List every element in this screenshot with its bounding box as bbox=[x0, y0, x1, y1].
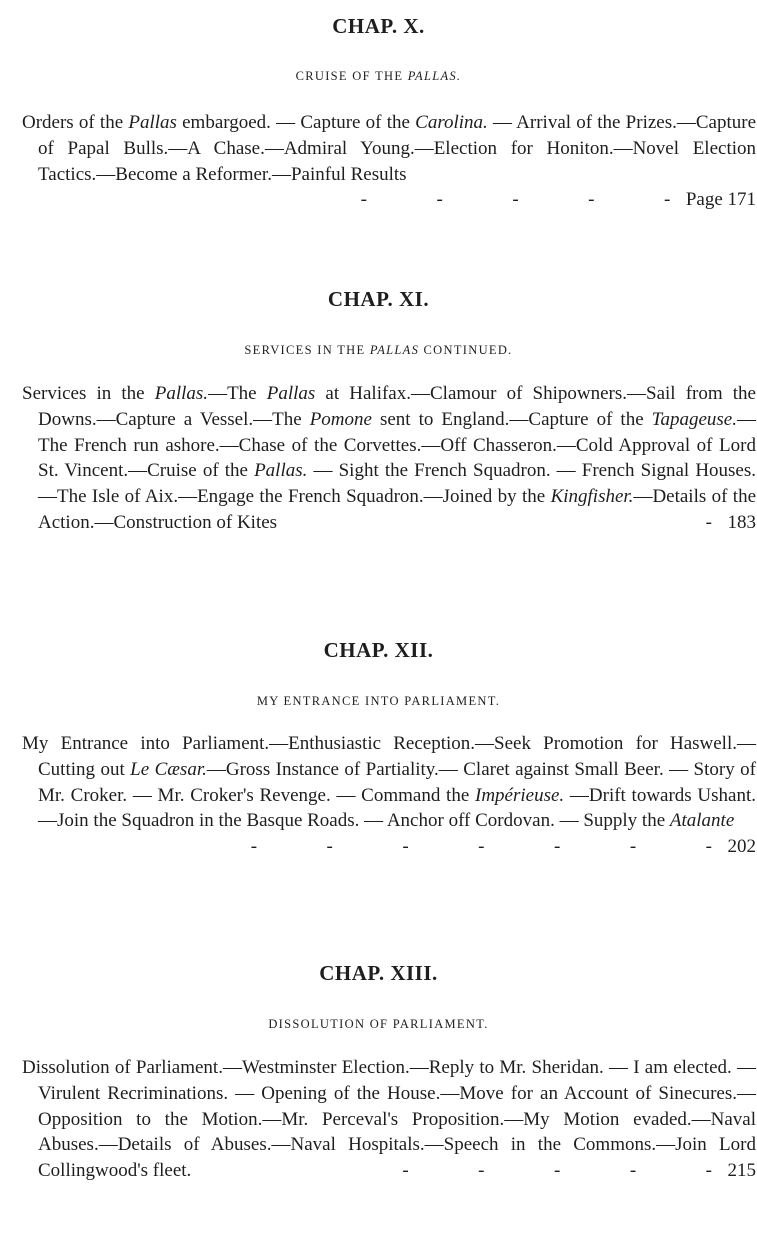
chapter-title: CHAP. XIII. bbox=[319, 961, 438, 985]
chapter-11 bbox=[0, 287, 757, 311]
summary-text: embargoed. — Capture of the bbox=[176, 112, 416, 133]
chapter-summary bbox=[22, 381, 756, 536]
dot-leader: - - - - - bbox=[402, 1160, 728, 1182]
page-reference bbox=[706, 510, 756, 536]
summary-text: Services in the bbox=[22, 383, 155, 404]
ship-name: Pallas. bbox=[154, 383, 209, 404]
chapter-summary bbox=[22, 731, 756, 860]
page-number: Page 171 bbox=[685, 189, 756, 211]
chapter-title: CHAP. X. bbox=[332, 14, 425, 38]
summary-text: —Details of the Action.—Construction of Kites bbox=[38, 486, 757, 533]
page-reference bbox=[402, 1158, 756, 1184]
chapter-12-subtitle-wrap bbox=[0, 693, 757, 709]
chapter-title: CHAP. XII. bbox=[323, 638, 434, 662]
dot-leader: - bbox=[705, 511, 728, 533]
ship-name: Atalante bbox=[669, 810, 735, 832]
summary-text: —Drift towards Ushant.—Join the Squadron in the Basque Roads. — Anchor off Cordovan. — Supply the bbox=[38, 784, 757, 832]
chapter-10 bbox=[0, 14, 757, 38]
chapter-summary bbox=[22, 110, 756, 213]
chapter-subtitle: CRUISE OF THE PALLAS. bbox=[295, 69, 462, 83]
summary-text: — Arrival of the Prizes.—Capture of Papal Bulls.—A Chase.—Admiral Young.—Election for Honiton.—Novel Election Tactics.—Become a Reformer.—Painful Results bbox=[38, 112, 757, 185]
summary-text: —Gross Instance of Partiality.— Claret against Small Beer. — Story of Mr. Croker. — Mr. Croker's Revenge. — Command the bbox=[38, 758, 756, 806]
ship-name: Le Cæsar. bbox=[130, 758, 207, 780]
summary-text: sent to England.—Capture of the bbox=[371, 408, 652, 430]
chapter-10-subtitle-wrap bbox=[0, 68, 757, 84]
ship-name: Pomone bbox=[309, 408, 372, 430]
chapter-11-subtitle-wrap bbox=[0, 342, 757, 358]
dot-leader: - - - - - bbox=[360, 189, 686, 211]
ship-name: Pallas bbox=[128, 112, 177, 133]
page-reference bbox=[251, 834, 756, 860]
ship-name: Pallas bbox=[266, 383, 316, 404]
summary-text: Orders of the bbox=[22, 112, 129, 133]
chapter-subtitle: SERVICES IN THE PALLAS CONTINUED. bbox=[244, 343, 513, 357]
chapter-subtitle: MY ENTRANCE INTO PARLIAMENT. bbox=[256, 694, 501, 708]
ship-name: Pallas. bbox=[254, 460, 308, 482]
ship-name: Carolina. bbox=[415, 112, 488, 133]
chapter-13 bbox=[0, 961, 757, 985]
page-number: 215 bbox=[727, 1160, 756, 1182]
summary-text: — Sight the French Squadron. — French Signal Houses.—The Isle of Aix.—Engage the French Squadron.—Joined by the bbox=[38, 460, 757, 508]
ship-name: Impérieuse. bbox=[475, 784, 565, 806]
page-number: 183 bbox=[727, 511, 756, 533]
ship-name: Tapageuse. bbox=[651, 408, 737, 430]
summary-text: —The bbox=[208, 383, 267, 404]
ship-name: Kingfisher. bbox=[550, 486, 634, 508]
summary-text: Dissolution of Parliament.—Westminster Election.—Reply to Mr. Sheridan. — I am elected. — Virulent Recriminations. — Opening of the House.—Move for an Account of Sinecures.—Opposition to the Motion.—Mr. Perceval's Proposition.—My Motion evaded.—Naval Abuses.—Details of Abuses.—Naval Hospitals.—Speech in the Commons.—Join Lord Collingwood's fleet. bbox=[22, 1057, 756, 1182]
chapter-12 bbox=[0, 638, 757, 662]
page-reference bbox=[361, 187, 756, 213]
chapter-summary bbox=[22, 1055, 756, 1184]
dot-leader: - - - - - - - bbox=[250, 836, 728, 858]
summary-text: My Entrance into Parliament.—Enthusiastic Reception.—Seek Promotion for Haswell.—Cutting out bbox=[22, 733, 756, 780]
page-number: 202 bbox=[727, 836, 756, 858]
summary-text: at Halifax.—Clamour of Shipowners.—Sail from the Downs.—Capture a Vessel.—The bbox=[38, 383, 756, 430]
chapter-13-subtitle-wrap bbox=[0, 1016, 757, 1032]
summary-text: —The French run ashore.—Chase of the Corvettes.—Off Chasseron.—Cold Approval of Lord St. Vincent.—Cruise of the bbox=[38, 408, 756, 482]
chapter-title: CHAP. XI. bbox=[327, 287, 430, 311]
chapter-subtitle: DISSOLUTION OF PARLIAMENT. bbox=[268, 1017, 489, 1031]
